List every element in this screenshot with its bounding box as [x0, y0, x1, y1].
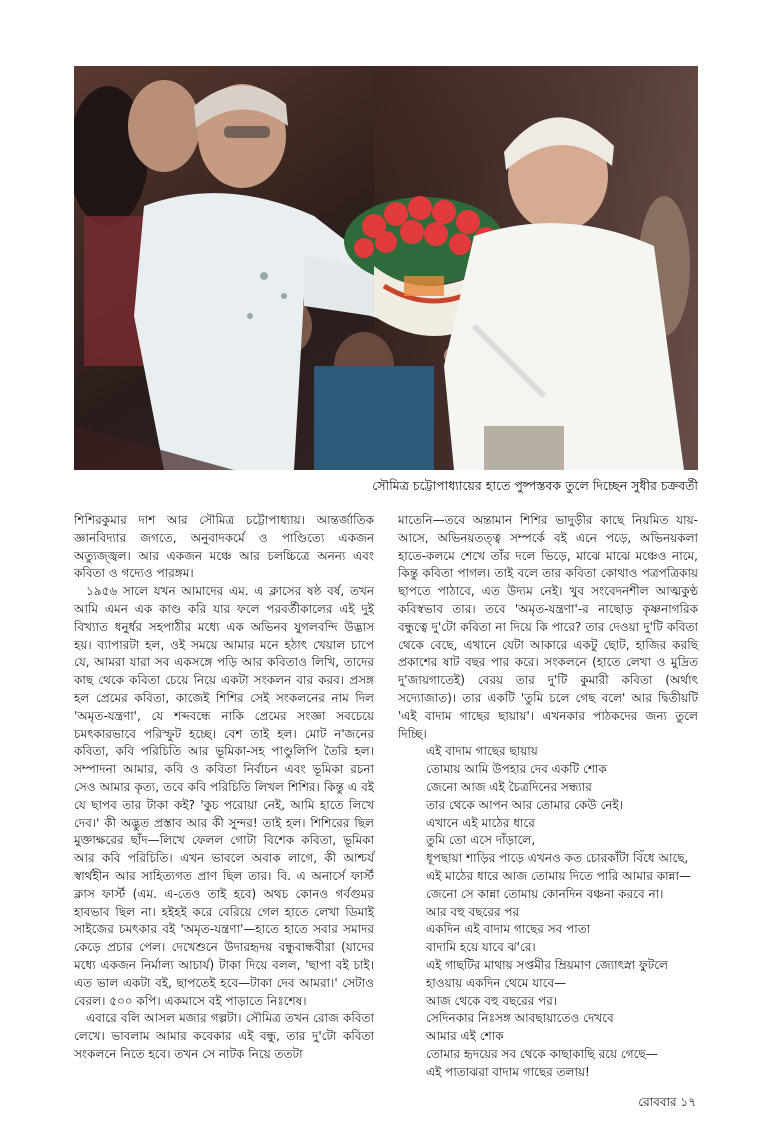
poem-line: এখানে এই মাঠের ধারে: [426, 815, 535, 830]
poem-line: এই মাঠের ধারে আজ তোমায় দিতে পারি আমার কান্না—: [426, 868, 691, 883]
article-paragraph: ১৯৫৬ সালে যখন আমাদের এম. এ ক্লাসের ষষ্ঠ বর্ষ, তখন আমি এমন এক কাণ্ড করি যার ফলে পরবর্তীকালের এই দুই বিখ্যাত ধনুর্ধর সহপাঠীর মধ্যে এক অভিনব যুগলবন্দি উদ্ভাস হয়। ব্যাপারটা হল, ওই সময়ে আমার মনে হঠাৎ খেয়াল চাপে যে, আমরা যারা সব একসঙ্গে পড়ি আর কবিতাও লিখি, তাদের কাছ থেকে কবিতা চেয়ে নিয়ে একটা সংকলন বার করব। প্রসঙ্গ হল প্রেমের কবিতা, কাজেই শিশির সেই সংকলনের নাম দিল 'অমৃত-যন্ত্রণা', যে শব্দবন্ধে নাকি প্রেমের সংজ্ঞা সবচেয়ে চমৎকারভাবে পরিস্ফুট হচ্ছে। বেশ তাই হল। মোট ন'জনের কবিতা, কবি পরিচিতি আর ভূমিকা-সহ পাণ্ডুলিপি তৈরি হল। সম্পাদনা আমার, কবি ও কবিতা নির্বাচন এবং ভূমিকা রচনা সেও আমার কৃত্য, তবে কবি পরিচিতি লিখল শিশির। কিন্তু এ বই যে ছাপব তার টাকা কই? 'কুচ পরোয়া নেই, আমি হাতে লিখে দেব।' কী অদ্ভুত প্রস্তাব আর কী সুন্দর! তাই হল। শিশিরের ছিল মুক্তাক্ষরের ছাঁদ—লিখে ফেলল গোটা বিশেক কবিতা, ভূমিকা আর কবি পরিচিতি। এখন ভাবলে অবাক লাগে, কী আশ্চর্য স্বার্থহীন আর সাহিত্যগত প্রাণ ছিল তার। বি. এ অনার্সে ফার্স্ট ক্লাস ফার্স্ট (এম. এ-তেও তাই হবে) অথচ কোনও গর্বগুমর হাবভাব ছিল না। হইহই করে বেরিয়ে গেল হাতে লেখা ডিমাই সাইজের চমৎকার বই 'অমৃত-যন্ত্রণা'—হাতে হাতে সবার সমাদর কেড়ে প্রচার পেল। দেখেশুনে উদারহৃদয় বন্ধুবান্ধবীরা (যাদের মধ্যে একজন নির্মাল্য আচার্য) টাকা দিয়ে বলল, 'ছাপা বই চাই। এত ভাল একটা বই, ছাপতেই হবে—টাকা দেব আমরা।' সেটাও বেরল। ৫০০ কপি। একমাসে বই পাড়াতে নিঃশেষ।: [74, 584, 374, 1008]
poem-line: তোমায় আমি উপহার দেব একটি শোক: [426, 762, 607, 777]
poem-line: তোমার হৃদয়ের সব থেকে কাছাকাছি রয়ে গেছে—: [426, 1046, 658, 1061]
poem-line: তার থেকে আপন আর তোমার কেউ নেই।: [426, 797, 624, 812]
article-right-column: [398, 512, 698, 1082]
article-paragraph: এবারে বলি আসল মজার গল্পটা। সৌমিত্র তখন রোজ কবিতা লেখে। ভাবলাম আমার কবেকার এই বন্ধু, তার দু'টো কবিতা সংকলনে নিতে হবে। তখন সে নাটক নিয়ে ততটা: [74, 1011, 374, 1061]
page-folio: রোববার ১৭: [638, 1095, 696, 1109]
poem-line: আর বহু বছরের পর: [426, 904, 520, 919]
poem-line: তুমি তো এসে দাঁড়ালে,: [426, 833, 536, 848]
poem: [398, 743, 698, 1081]
poem-line: ধূপছায়া শাড়ির পাড়ে এখনও কত চোরকাঁটা বিঁধে আছে,: [426, 851, 689, 866]
poem-line: এই বাদাম গাছের ছায়ায়: [426, 744, 538, 759]
poem-line: আমার এই শোক: [426, 1029, 504, 1044]
poem-line: জেনো সে কান্না তোমায় কোনদিন বঞ্চনা করবে না।: [426, 886, 664, 901]
poem-line: বাদামি হয়ে যাবে ঝ'রে।: [426, 940, 536, 955]
article-left-column: [74, 512, 374, 1064]
poem-line: জেনো আজ এই চৈত্রদিনের সন্ধ্যার: [426, 779, 592, 794]
event-photo: [74, 66, 698, 470]
poem-line: এই গাছটির মাথায় সপ্তমীর ম্রিয়মাণ জ্যোৎস্না ফুটলে: [426, 957, 668, 972]
poem-line: এই পাতাঝরা বাদাম গাছের তলায়!: [426, 1064, 590, 1079]
poem-line: হাওয়ায় একদিন থেমে যাবে—: [426, 975, 567, 990]
article-paragraph: মাতেনি—তবে অন্তামান শিশির ভাদুড়ীর কাছে নিয়মিত যায়-আসে, অভিনয়তত্ত্ব সম্পর্কে বই এনে পড়ে, অভিনয়কলা হাতে-কলমে শেখে তাঁর দলে ভিড়ে, মাঝে মাঝে মঞ্চেও নামে, কিন্তু কবিতা পাগল। তাই বলে তার কবিতা কোথাও পত্রপত্রিকায় ছাপতে পাঠাবে, এত উদ্যম নেই। খুব সংবেদনশীল আত্মকুণ্ঠ কবিস্বভাব তার। তবে 'অমৃত-যন্ত্রণা'-র নাছোড় কৃষ্ণনাগরিক বন্ধুত্বে দু'টো কবিতা না দিয়ে কি পারে? তার দেওয়া দু'টি কবিতা থেকে বেছে, এখানে যেটা আকারে একটু ছোট, হাজির করছি প্রকাশের ষাট বছর পার করে। সংকলনে (হাতে লেখা ও মুদ্রিত দু'জায়গাতেই) বেরয় তার দু'টি কুমারী কবিতা (অর্থাৎ সদ্যোজাত)। তার একটি 'তুমি চলে গেছ বলে' আর দ্বিতীয়টি 'এই বাদাম গাছের ছায়ায়'। এখনকার পাঠকদের জন্য তুলে দিচ্ছি।: [398, 513, 698, 741]
poem-line: সেদিনকার নিঃসঙ্গ আবছায়াতেও দেখবে: [426, 1011, 614, 1026]
photo-caption: সৌমিত্র চট্টোপাধ্যায়ের হাতে পুষ্পস্তবক তুলে দিচ্ছেন সুধীর চক্রবর্তী: [372, 478, 698, 493]
poem-line: আজ থেকে বহু বছরের পর।: [426, 993, 558, 1008]
article-paragraph: শিশিরকুমার দাশ আর সৌমিত্র চট্টোপাধ্যায়। আন্তর্জাতিক জ্ঞানবিদ্যার জগতে, অনুবাদকর্মে ও পাণ্ডিত্যে একজন অত্যুজ্জ্বল। আর একজন মঞ্চে আর চলচ্চিত্রে অনন্য এবং কবিতা ও গদ্যেও পারঙ্গম।: [74, 513, 374, 581]
poem-line: একদিন এই বাদাম গাছের সব পাতা: [426, 922, 591, 937]
photo-illustration: [74, 66, 698, 470]
